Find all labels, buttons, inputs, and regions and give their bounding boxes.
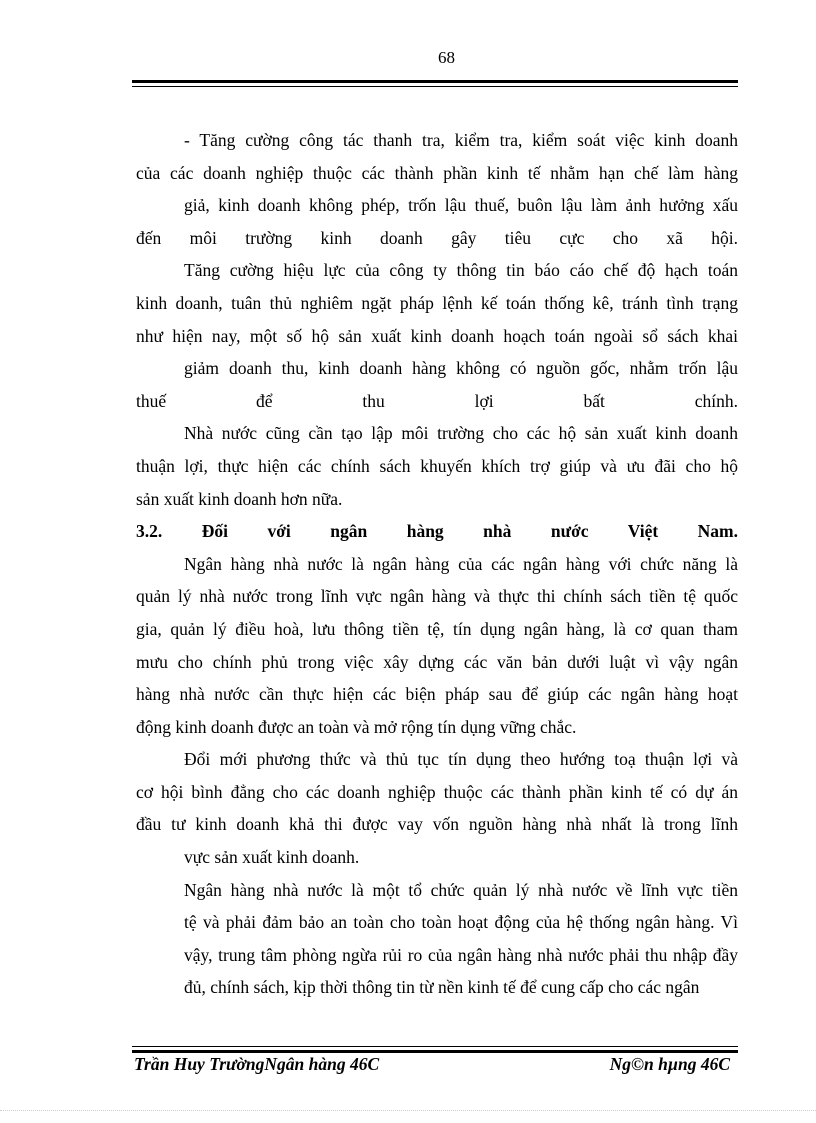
- body-line: thuận lợi, thực hiện các chính sách khuyến khích trợ giúp và ưu đãi cho hộ: [136, 455, 738, 476]
- header-rule-thin: [132, 86, 738, 87]
- body-line: của các doanh nghiệp thuộc các thành phần kinh tế nhằm hạn chế làm hàng: [136, 162, 738, 183]
- body-line: đầu tư kinh doanh khả thi được vay vốn nguồn hàng nhà nhất là trong lĩnh: [136, 814, 738, 835]
- body-line: giả, kinh doanh không phép, trốn lậu thuế, buôn lậu làm ảnh hưởng xấu: [184, 195, 738, 216]
- footer-rule-thick: [132, 1050, 738, 1053]
- body-line: giảm doanh thu, kinh doanh hàng không có nguồn gốc, nhằm trốn lậu: [184, 358, 738, 379]
- body-line: gia, quản lý điều hoà, lưu thông tiền tệ, tín dụng ngân hàng, là cơ quan tham: [136, 618, 738, 639]
- footer-department: Ng©n hµng 46C: [609, 1054, 730, 1074]
- body-line: Tăng cường hiệu lực của công ty thông tin báo cáo chế độ hạch toán: [184, 260, 738, 281]
- page-bottom-border: [0, 1110, 816, 1111]
- body-line: đến môi trường kinh doanh gây tiêu cực cho xã hội.: [136, 227, 738, 248]
- body-line: quản lý nhà nước trong lĩnh vực ngân hàng và thực thi chính sách tiền tệ quốc: [136, 586, 738, 607]
- body-line: cơ hội bình đẳng cho các doanh nghiệp thuộc các thành phần kinh tế có dự án: [136, 781, 738, 802]
- body-line: Đổi mới phương thức và thủ tục tín dụng theo hướng toạ thuận lợi và: [184, 749, 738, 770]
- body-line: mưu cho chính phủ trong việc xây dựng các văn bản dưới luật vì vậy ngân: [136, 651, 738, 672]
- section-heading: 3.2. Đối với ngân hàng nhà nước Việt Nam.: [136, 521, 738, 542]
- body-line: tệ và phải đảm bảo an toàn cho toàn hoạt động của hệ thống ngân hàng. Vì: [184, 912, 738, 933]
- body-line: vậy, trung tâm phòng ngừa rủi ro của ngân hàng nhà nước phải thu nhập đầy: [184, 944, 738, 965]
- body-line: thuế để thu lợi bất chính.: [136, 390, 738, 411]
- body-line: kinh doanh, tuân thủ nghiêm ngặt pháp lệnh kế toán thống kê, tránh tình trạng: [136, 292, 738, 313]
- body-line: - Tăng cường công tác thanh tra, kiểm tra, kiểm soát việc kinh doanh: [184, 130, 738, 150]
- body-line: vực sản xuất kinh doanh.: [184, 847, 360, 868]
- page-footer: [134, 1054, 730, 1075]
- body-line: động kinh doanh được an toàn và mở rộng tín dụng vững chắc.: [136, 716, 577, 737]
- footer-author: Trần Huy TrườngNgân hàng 46C: [134, 1054, 380, 1074]
- body-line: sản xuất kinh doanh hơn nữa.: [136, 488, 343, 509]
- footer-rule-thin: [132, 1046, 738, 1047]
- body-line: như hiện nay, một số hộ sản xuất kinh doanh hoạch toán ngoài sổ sách khai: [136, 325, 738, 346]
- body-line: Nhà nước cũng cần tạo lập môi trường cho các hộ sản xuất kinh doanh: [184, 423, 738, 444]
- body-line: Ngân hàng nhà nước là một tổ chức quản lý nhà nước về lĩnh vực tiền: [184, 879, 738, 900]
- header-rule-thick: [132, 80, 738, 83]
- body-line: đủ, chính sách, kịp thời thông tin từ nền kinh tế để cung cấp cho các ngân: [184, 977, 700, 998]
- page-number: 68: [438, 48, 455, 67]
- body-line: Ngân hàng nhà nước là ngân hàng của các ngân hàng với chức năng là: [184, 553, 738, 574]
- document-body: [136, 124, 738, 1004]
- body-line: hàng nhà nước cần thực hiện các biện pháp sau để giúp các ngân hàng hoạt: [136, 684, 738, 705]
